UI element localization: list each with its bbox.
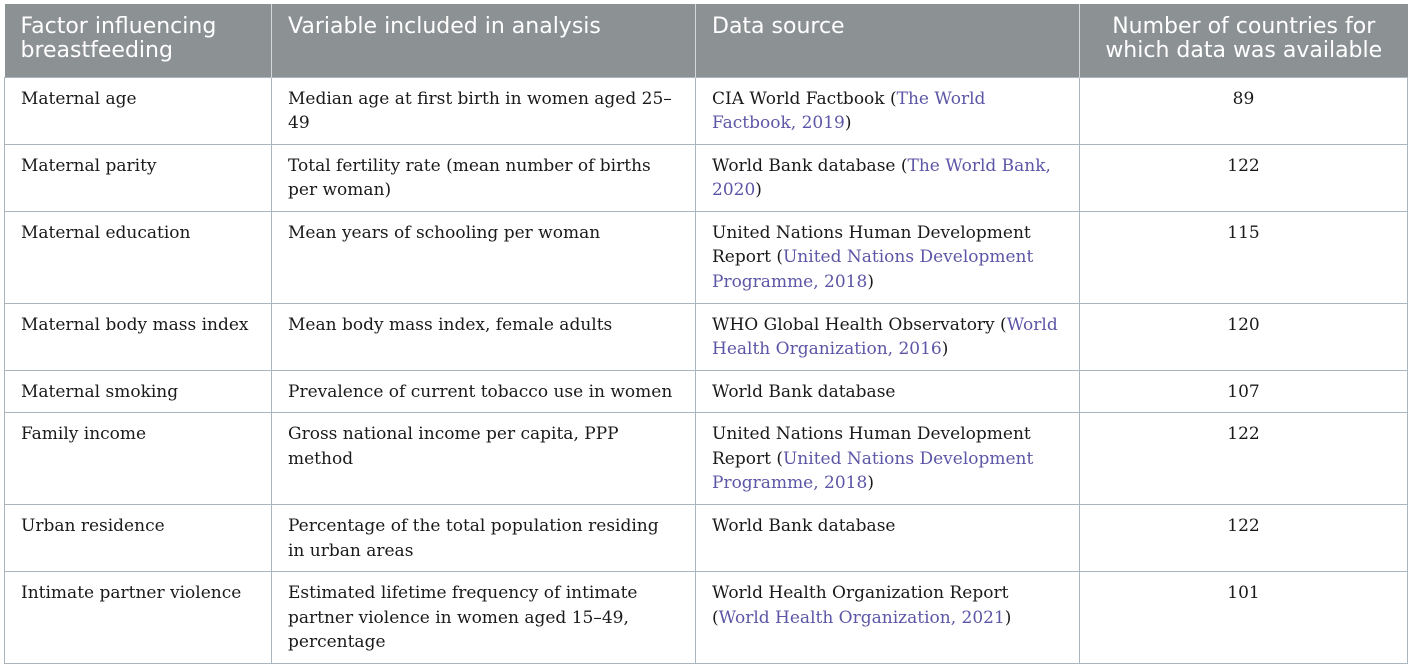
- source-text: United Nations Human Development Report (: [712, 424, 1031, 469]
- cell-factor: Maternal education: [5, 211, 272, 303]
- citation-link[interactable]: The World Bank, 2020: [712, 155, 1051, 200]
- cell-factor: Maternal body mass index: [5, 303, 272, 370]
- cell-variable: Prevalence of current tobacco use in women: [272, 370, 696, 413]
- cell-factor: Urban residence: [5, 505, 272, 572]
- header-variable: Variable included in analysis: [272, 4, 696, 77]
- cell-country-count: 101: [1080, 572, 1408, 664]
- header-factor: Factor influencing breastfeeding: [5, 4, 272, 77]
- cell-variable: Gross national income per capita, PPP method: [272, 413, 696, 505]
- source-close-paren: ): [941, 339, 949, 359]
- cell-country-count: 122: [1080, 505, 1408, 572]
- table-row: [5, 211, 1408, 303]
- cell-country-count: 122: [1080, 144, 1408, 211]
- citation-link[interactable]: World Health Organization, 2016: [712, 314, 1058, 359]
- source-close-paren: ): [755, 180, 762, 200]
- citation-link[interactable]: World Health Organization, 2021: [718, 607, 1005, 628]
- cell-variable: Mean years of schooling per woman: [272, 211, 696, 303]
- cell-source: [696, 413, 1080, 505]
- cell-country-count: 107: [1080, 370, 1408, 413]
- source-close-paren: ): [867, 473, 874, 493]
- citation-link[interactable]: The World Factbook, 2019: [712, 88, 986, 133]
- header-country-count: Number of countries for which data was available: [1080, 4, 1408, 77]
- cell-source: [696, 211, 1080, 303]
- cell-variable: Percentage of the total population residing in urban areas: [272, 505, 696, 572]
- table-row: [5, 370, 1408, 413]
- source-text: World Health Organization Report (: [712, 583, 1009, 628]
- table-row: [5, 413, 1408, 505]
- header-row: [5, 4, 1408, 77]
- cell-source: [696, 303, 1080, 370]
- cell-source: [696, 144, 1080, 211]
- cell-variable: Mean body mass index, female adults: [272, 303, 696, 370]
- source-text: CIA World Factbook (: [712, 88, 897, 109]
- cell-country-count: 115: [1080, 211, 1408, 303]
- cell-country-count: 122: [1080, 413, 1408, 505]
- cell-variable: Estimated lifetime frequency of intimate partner violence in women aged 15–49, percentage: [272, 572, 696, 664]
- cell-factor: Maternal smoking: [5, 370, 272, 413]
- source-close-paren: ): [844, 113, 852, 133]
- cell-country-count: 89: [1080, 77, 1408, 144]
- cell-factor: Family income: [5, 413, 272, 505]
- cell-source: [696, 505, 1080, 572]
- table-row: [5, 303, 1408, 370]
- source-text: United Nations Human Development Report (: [712, 222, 1031, 267]
- source-close-paren: ): [867, 271, 874, 292]
- source-text: World Bank database: [712, 516, 896, 536]
- cell-country-count: 120: [1080, 303, 1408, 370]
- cell-variable: Median age at first birth in women aged 25–49: [272, 77, 696, 144]
- cell-source: [696, 77, 1080, 144]
- source-close-paren: ): [1004, 607, 1012, 628]
- citation-link[interactable]: United Nations Development Programme, 2018: [712, 448, 1034, 493]
- header-source: Data source: [696, 4, 1080, 77]
- cell-source: [696, 370, 1080, 413]
- table-row: [5, 144, 1408, 211]
- cell-factor: Maternal parity: [5, 144, 272, 211]
- table-row: [5, 505, 1408, 572]
- cell-factor: Maternal age: [5, 77, 272, 144]
- source-text: World Bank database (: [712, 155, 908, 176]
- cell-variable: Total fertility rate (mean number of births per woman): [272, 144, 696, 211]
- cell-source: [696, 572, 1080, 664]
- table-row: [5, 77, 1408, 144]
- cell-factor: Intimate partner violence: [5, 572, 272, 664]
- citation-link[interactable]: United Nations Development Programme, 2018: [712, 247, 1034, 292]
- source-text: World Bank database: [712, 381, 896, 402]
- table-row: [5, 572, 1408, 664]
- data-sources-table: [4, 4, 1408, 664]
- source-text: WHO Global Health Observatory (: [712, 314, 1007, 335]
